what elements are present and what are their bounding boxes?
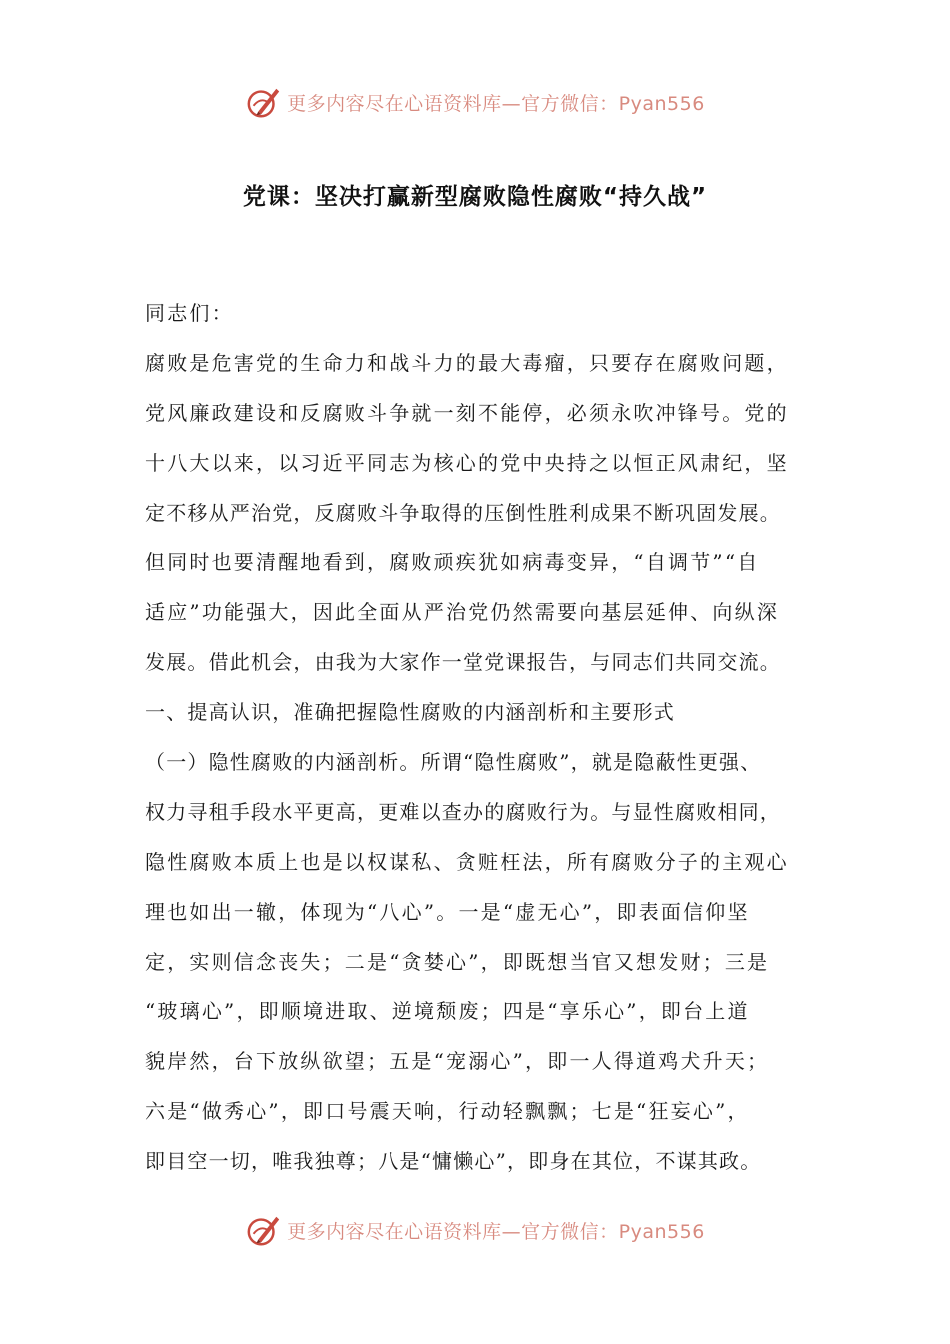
paragraph-line: 定，实则信念丧失；二是“贪婪心”，即既想当官又想发财；三是 [145, 949, 770, 974]
paragraph-line: 党风廉政建设和反腐败斗争就一刻不能停，必须永吹冲锋号。党的 [145, 400, 789, 425]
watermark-text: 更多内容尽在心语资料库—官方微信：Pyan556 [287, 1220, 705, 1243]
paragraph-line: 但同时也要清醒地看到，腐败顽疾犹如病毒变异，“自调节”“自 [145, 550, 760, 575]
document-title: 党课：坚决打赢新型腐败隐性腐败“持久战” [242, 184, 708, 210]
salutation: 同志们： [145, 301, 234, 325]
paragraph-line: 十八大以来，以习近平同志为核心的党中央持之以恒正风肃纪，坚 [145, 450, 789, 475]
subsection-line: （一）隐性腐败的内涵剖析。所谓“隐性腐败”，就是隐蔽性更强、 [145, 750, 762, 775]
paragraph-line: 貌岸然，台下放纵欲望；五是“宠溺心”，即一人得道鸡犬升天； [145, 1049, 770, 1074]
paragraph-line: 权力寻租手段水平更高，更难以查办的腐败行为。与显性腐败相同， [145, 799, 781, 824]
paragraph-line: 隐性腐败本质上也是以权谋私、贪赃枉法，所有腐败分子的主观心 [145, 849, 789, 874]
paragraph-line: 发展。借此机会，由我为大家作一堂党课报告，与同志们共同交流。 [145, 650, 781, 675]
watermark-text: 更多内容尽在心语资料库—官方微信：Pyan556 [287, 92, 705, 115]
paragraph-line: 理也如出一辙，体现为“八心”。一是“虚无心”，即表面信仰坚 [145, 899, 750, 924]
paragraph-line: 定不移从严治党，反腐败斗争取得的压倒性胜利成果不断巩固发展。 [145, 500, 781, 525]
paragraph-line: “玻璃心”，即顺境进取、逆境颓废；四是“享乐心”，即台上道 [145, 999, 750, 1024]
paragraph-line: 六是“做秀心”，即口号震天响，行动轻飘飘；七是“狂妄心”， [145, 1099, 750, 1124]
footer-watermark [0, 1210, 950, 1250]
pen-logo-icon [245, 1211, 283, 1249]
paragraph-line: 即目空一切，唯我独尊；八是“慵懒心”，即身在其位，不谋其政。 [145, 1149, 762, 1174]
document-body [145, 293, 835, 1191]
header-watermark [0, 82, 950, 122]
paragraph-line: 腐败是危害党的生命力和战斗力的最大毒瘤，只要存在腐败问题， [145, 350, 789, 375]
section-heading: 一、提高认识，准确把握隐性腐败的内涵剖析和主要形式 [145, 700, 675, 725]
pen-logo-icon [245, 83, 283, 121]
paragraph-line: 适应”功能强大，因此全面从严治党仍然需要向基层延伸、向纵深 [145, 600, 780, 625]
